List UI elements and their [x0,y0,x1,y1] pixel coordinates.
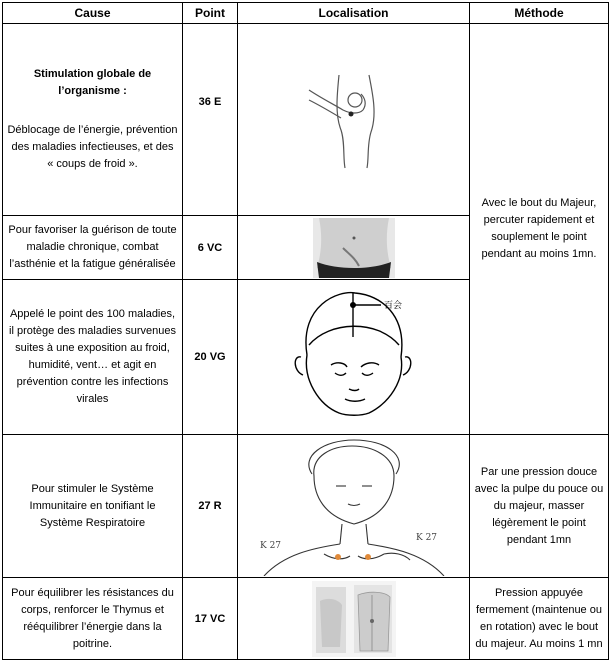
point-cell: 17 VC [183,578,238,660]
localisation-cell [238,435,470,578]
acupressure-table [2,2,609,660]
table-row [3,435,609,578]
cause-cell: Pour stimuler le Système Immunitaire en tonifiant le Système Respiratoire [3,435,183,578]
illustration-label: 百会 [383,300,402,311]
knee-leg-illustration [299,70,409,170]
point-cell: 36 E [183,24,238,216]
method-cell: Avec le bout du Majeur, percuter rapidement et souplement le point pendant au moins 1mn. [470,24,609,435]
method-cell: Pression appuyée fermement (maintenue ou en rotation) avec le bout du majeur. Au moins 1 mn [470,578,609,660]
cause-cell: Pour favoriser la guérison de toute maladie chronique, combat l’asthénie et la fatigue généralisée [3,216,183,280]
illustration-label-left: K 27 [259,541,281,551]
table-row [3,24,609,216]
cause-cell [3,24,183,216]
point-cell: 20 VG [183,280,238,435]
cause-cell: Appelé le point des 100 maladies, il protège des maladies survenues suites à une exposition au froid, humidité, vent… et agit en prévention contre les infections virales [3,280,183,435]
woman-chest-illustration [254,436,454,576]
method-cell: Par une pression douce avec la pulpe du pouce ou du majeur, masser légèrement le point pendant 1mn [470,435,609,578]
localisation-cell [238,216,470,280]
torso-illustration [312,581,396,657]
acupressure-table-container [2,2,608,660]
header-localisation: Localisation [238,3,470,24]
table-row [3,578,609,660]
cause-cell: Pour équilibrer les résistances du corps, renforcer le Thymus et rééquilibrer l’énergie dans la poitrine. [3,578,183,660]
header-methode: Méthode [470,3,609,24]
cause-text: Déblocage de l’énergie, prévention des maladies infectieuses, et des « coups de froid ». [7,124,178,170]
localisation-cell [238,24,470,216]
localisation-cell [238,280,470,435]
point-cell: 6 VC [183,216,238,280]
header-cause: Cause [3,3,183,24]
cause-title: Stimulation globale de l’organisme : [33,68,152,97]
point-cell: 27 R [183,435,238,578]
head-top-illustration [289,285,419,430]
abdomen-illustration [313,218,395,278]
illustration-label-right: K 27 [415,533,437,543]
header-point: Point [183,3,238,24]
header-row [3,3,609,24]
localisation-cell [238,578,470,660]
